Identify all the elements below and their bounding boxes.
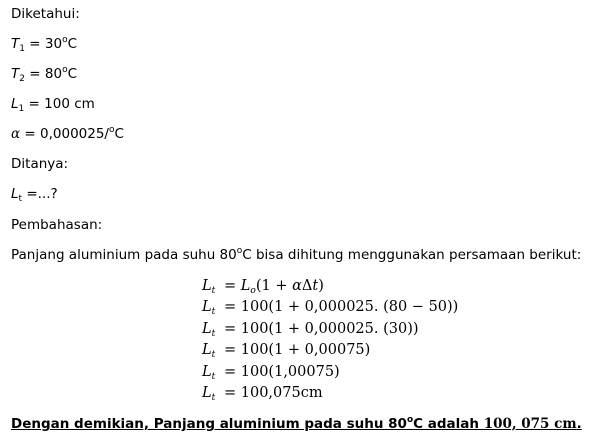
intro-text-b: C bisa dihitung menggunakan persamaan berikut: [242, 247, 582, 263]
degree: o [406, 415, 414, 425]
discussion-heading: Pembahasan: [11, 217, 103, 233]
degree: o [62, 35, 68, 45]
subscript: 2 [19, 74, 25, 84]
equation-row [202, 276, 458, 297]
equation-row [202, 340, 458, 361]
degree: o [62, 65, 68, 75]
equation-rhs: = 100(1 + 0,000025. (80 − 50)) [224, 299, 459, 316]
unit: C [114, 126, 124, 142]
conclusion-sentence [11, 415, 582, 433]
conclusion-text-a: Dengan demikian, Panjang aluminium pada suhu 80 [11, 416, 407, 432]
conclusion-value: 100, 075 cm [483, 416, 577, 432]
unit: C [67, 36, 78, 52]
equation-lhs: $L_t$ [202, 278, 216, 296]
equation-lhs: $L_t$ [202, 299, 216, 318]
value-text: =...? [22, 186, 58, 202]
equation-row [202, 362, 458, 383]
value-text: = 0,000025/ [20, 126, 109, 142]
equation-row [202, 383, 458, 404]
value-text: = 30 [24, 36, 63, 52]
subscript: 1 [18, 104, 25, 114]
equation-rhs: = 100(1 + 0,000025. (30)) [224, 320, 419, 337]
equation-rhs: = 100(1,00075) [224, 363, 340, 380]
equation-lhs: $L_t$ [202, 363, 216, 382]
equation-rhs: = 100(1 + 0,00075) [224, 342, 371, 359]
asked-heading: Ditanya: [11, 156, 69, 172]
equation-block [202, 276, 458, 404]
value-text: = 80 [24, 66, 63, 82]
known-alpha [11, 125, 124, 143]
conclusion-text-b: C adalah [413, 416, 484, 432]
symbol: T [11, 36, 20, 52]
value-text: = 100 cm [24, 96, 95, 112]
equation-lhs: $L_t$ [202, 384, 216, 403]
known-l1 [11, 95, 95, 113]
equation-lhs: $L_t$ [202, 320, 216, 339]
conclusion-end: . [576, 416, 582, 432]
intro-text-a: Panjang aluminium pada suhu 80 [11, 247, 237, 263]
equation-row [202, 319, 458, 340]
asked-lt [11, 185, 58, 203]
intro-sentence [11, 246, 581, 264]
symbol: T [11, 66, 20, 82]
subscript: 1 [19, 44, 25, 54]
degree: o [108, 125, 115, 135]
known-heading: Diketahui: [11, 6, 80, 22]
degree: o [236, 246, 243, 256]
subscript: t [18, 194, 23, 204]
symbol: L [11, 186, 19, 202]
known-t1 [11, 35, 77, 53]
equation-rhs: = 100,075cm [224, 384, 323, 401]
equation-rhs: = $L_o(1 + \alpha\Delta t)$ [224, 278, 324, 296]
equation-lhs: $L_t$ [202, 342, 216, 361]
unit: C [67, 66, 78, 82]
equation-row [202, 297, 458, 318]
symbol: α [11, 126, 21, 142]
symbol: L [11, 96, 19, 112]
known-t2 [11, 65, 77, 83]
